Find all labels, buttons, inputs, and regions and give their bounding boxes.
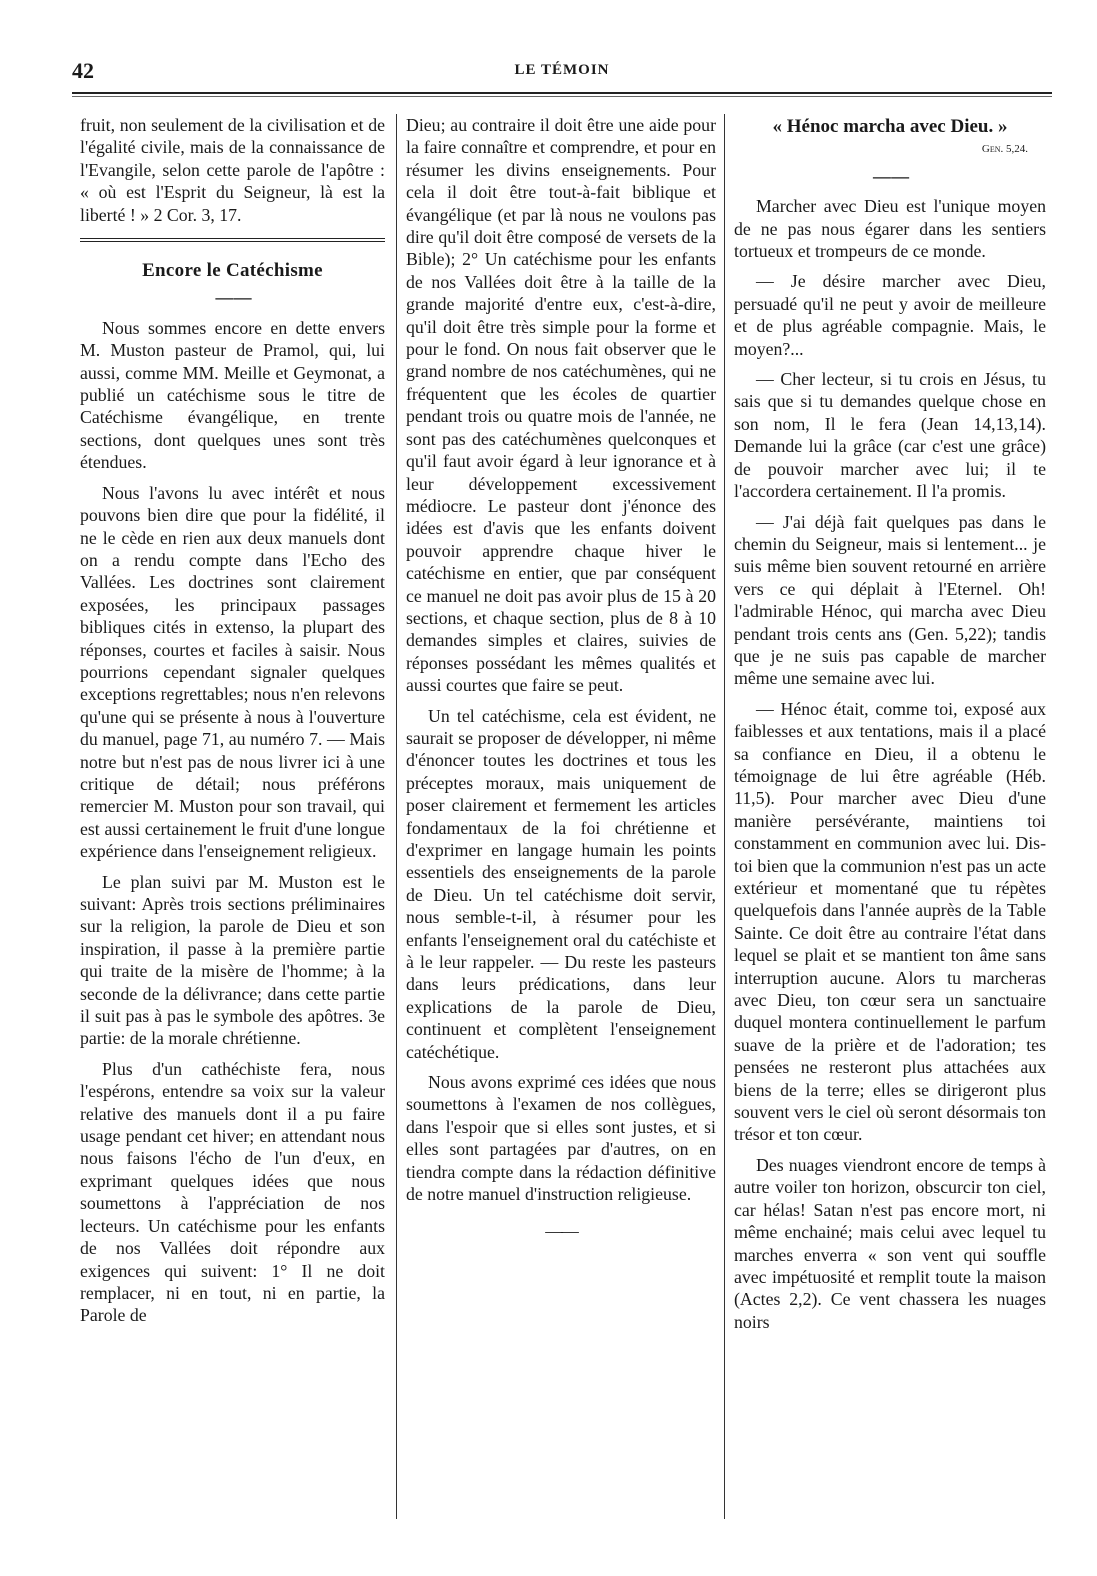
page-number: 42 [72,58,94,83]
paragraph: fruit, non seulement de la civilisation et de l'égalité civile, mais de la connaissance de l'Evangile, selon cette parole de l'apôtre : « où est l'Esprit du Seigneur, là est la liberté ! » 2 Cor. 3, 17. [80,115,385,225]
paragraph: Le plan suivi par M. Muston est le suivant: Après trois sections préliminaires sur la religion, la parole de Dieu et son inspiration, il passe à la première partie qui traite de la misère de l'homme; à la seconde de la délivrance; dans cette partie il suit pas à pas le symbole des apôtres. 3e partie: de la morale chrétienne. [80,871,385,1049]
title-dash: — — [215,287,250,308]
article-title: « Hénoc marcha avec Dieu. » [772,116,1008,137]
paragraph: — J'ai déjà fait quelques pas dans le chemin du Seigneur, mais si lentement... je suis même bien souvent retourné en arrière vers ce qui déplait à l'Eternel. Oh! l'admirable Hénoc, qui marcha avec Dieu pendant trois cents ans (Gen. 5,22); tandis que je ne suis pas capable de marcher même une semaine avec lui. [734,511,1046,689]
column-divider [396,114,397,1519]
article-end-dash: —— [545,1220,577,1241]
paragraph: Nous l'avons lu avec intérêt et nous pouvons bien dire que pour la fidélité, il ne le cède en rien aux deux manuels dont on a rendu compte dans l'Echo des Vallées. Les doctrines sont clairement exposées, les principaux passages bibliques cités in extenso, la plupart des réponses, courtes et faciles à saisir. Nous pourrions cependant signaler quelques exceptions regrettables; nous n'en relevons qu'une qui se présente à nous à l'ouverture du manuel, page 71, au numéro 7. — Mais notre but n'est pas de nous livrer ici à une critique de détail; nous préférons remercier M. Muston pour son travail, qui est aussi certainement le fruit d'une longue expérience dans l'enseignement religieux. [80,482,385,862]
paragraph: Nous avons exprimé ces idées que nous soumettons à l'examen de nos collègues, dans l'espoir que si elles sont justes, et si elles sont partagées par d'autres, on en tiendra compte dans la rédaction définitive de notre manuel d'instruction religieuse. [406,1072,716,1205]
paragraph: Nous sommes encore en dette envers M. Muston pasteur de Pramol, qui, lui aussi, comme MM. Meille et Geymonat, a publié un catéchisme sous le titre de Catéchisme évangélique, en trente sections, dont quelques unes sont très étendues. [80,317,385,473]
paragraph: — Hénoc était, comme toi, exposé aux faiblesses et aux tentations, mais il a placé sa confiance en Dieu, il a obtenu le témoignage de lui être agréable (Héb. 11,5). Pour marcher avec Dieu d'une manière persévérante, maintiens toi constamment en communion avec lui. Dis-toi bien que la communion n'est pas un acte extérieur et momentané que tu répètes quelquefois dans l'année auprès de la Table Sainte. Ce doit être au contraire l'état dans lequel se plait et se mantient ton âme sans interruption aucune. Alors tu marcheras avec Dieu, ton cœur sera un sanctuaire duquel montera continuellement le parfum suave de la prière et de l'adoration; tes pensées ne resteront plus attachées aux biens de la terre; elles se dirigeront plus souvent vers le ciel où seront désormais ton trésor et ton cœur. [734,698,1046,1145]
newspaper-title: LE TÉMOIN [514,62,610,78]
paragraph: Plus d'un cathéchiste fera, nous l'espérons, entendre sa voix sur la valeur relative des manuels dont il a pu faire usage pendant cet hiver; en attendant nous nous faisons l'écho de l'un d'eux, en exprimant quelques idées que nous soumettons à l'appréciation de nos lecteurs. Un catéchisme pour les enfants de nos Vallées doit répondre aux exigences qui suivent: 1° Il ne doit remplacer, ni en tout, ni en partie, la Parole de [80,1058,385,1326]
column-2 [406,114,716,1242]
scripture-reference: Gen. 5,24. [981,143,1028,156]
paragraph: Dieu; au contraire il doit être une aide pour la faire connaître et comprendre, et pour en résumer les divins enseignements. Pour cela il doit être tout-à-fait biblique et évangélique (et par là nous ne voulons pas dire qu'il doit être composé de versets de la Bible); 2° Un catéchisme pour les enfants de nos Vallées doit être à la taille de la grande majorité d'entre eux, c'est-à-dire, qu'il doit être très simple pour la forme et pour le fond. On nous fait observer que le grand nombre de nos catéchumènes, qui ne fréquentent que les écoles de quartier pendant trois ou quatre mois de l'année, ne sont pas des catéchumènes quelconques et qu'il faut avoir égard à leur ignorance et à leur développement excessivement médiocre. Le pasteur dont j'énonce des idées est d'avis que les enfants doivent pouvoir apprendre chaque hiver le catéchisme en entier, que par conséquent ce manuel ne doit pas avoir plus de 15 à 20 sections, et chaque section, plus de 8 à 10 demandes simples et claires, suivies de réponses possédant les mêmes qualités et aussi courtes que faire se peut. [406,115,716,696]
title-dash: — — [872,165,907,186]
section-rule [80,238,385,242]
paragraph: — Cher lecteur, si tu crois en Jésus, tu sais que si tu demandes quelque chose en son nom, Il le fera (Jean 14,13,14). Demande lui la grâce (car c'est une grâce) de pouvoir marcher avec lui; il te l'accordera certainement. Il l'a promis. [734,369,1046,502]
paragraph: Des nuages viendront encore de temps à autre voiler ton horizon, obscurcir ton ciel, car hélas! Satan n'est pas encore mort, ni même enchainé; mais celui avec lequel tu marches enverra « son vent qui souffle avec impétuosité et remplit toute la maison (Actes 2,2). Ce vent chassera les nuages noirs [734,1154,1046,1332]
article-title: Encore le Catéchisme [142,260,323,282]
paragraph: — Je désire marcher avec Dieu, persuadé qu'il ne peut y avoir de meilleure et de plus agréable compagnie. Mais, le moyen?... [734,271,1046,359]
column-3 [734,114,1046,1341]
column-divider [724,114,725,1519]
header-rule [72,92,1052,97]
column-1 [80,114,385,1335]
page-header [72,58,1052,88]
paragraph: Un tel catéchisme, cela est évident, ne saurait se proposer de développer, ni même d'énoncer toutes les doctrines et tous les préceptes moraux, mais uniquement de poser clairement et fermement les articles fondamentaux de la foi chrétienne et d'exprimer en langage humain les points essentiels des enseignements de la parole de Dieu. Un tel catéchisme doit servir, nous semble-t-il, à résumer pour les enfants l'enseignement oral du catéchiste et à le leur rappeler. — Du reste les pasteurs dans leurs prédications, dans leur explications de la parole de Dieu, continuent et complètent l'enseignement catéchétique. [406,705,716,1062]
paragraph: Marcher avec Dieu est l'unique moyen de ne pas nous égarer dans les sentiers tortueux et trompeurs de ce monde. [734,196,1046,262]
